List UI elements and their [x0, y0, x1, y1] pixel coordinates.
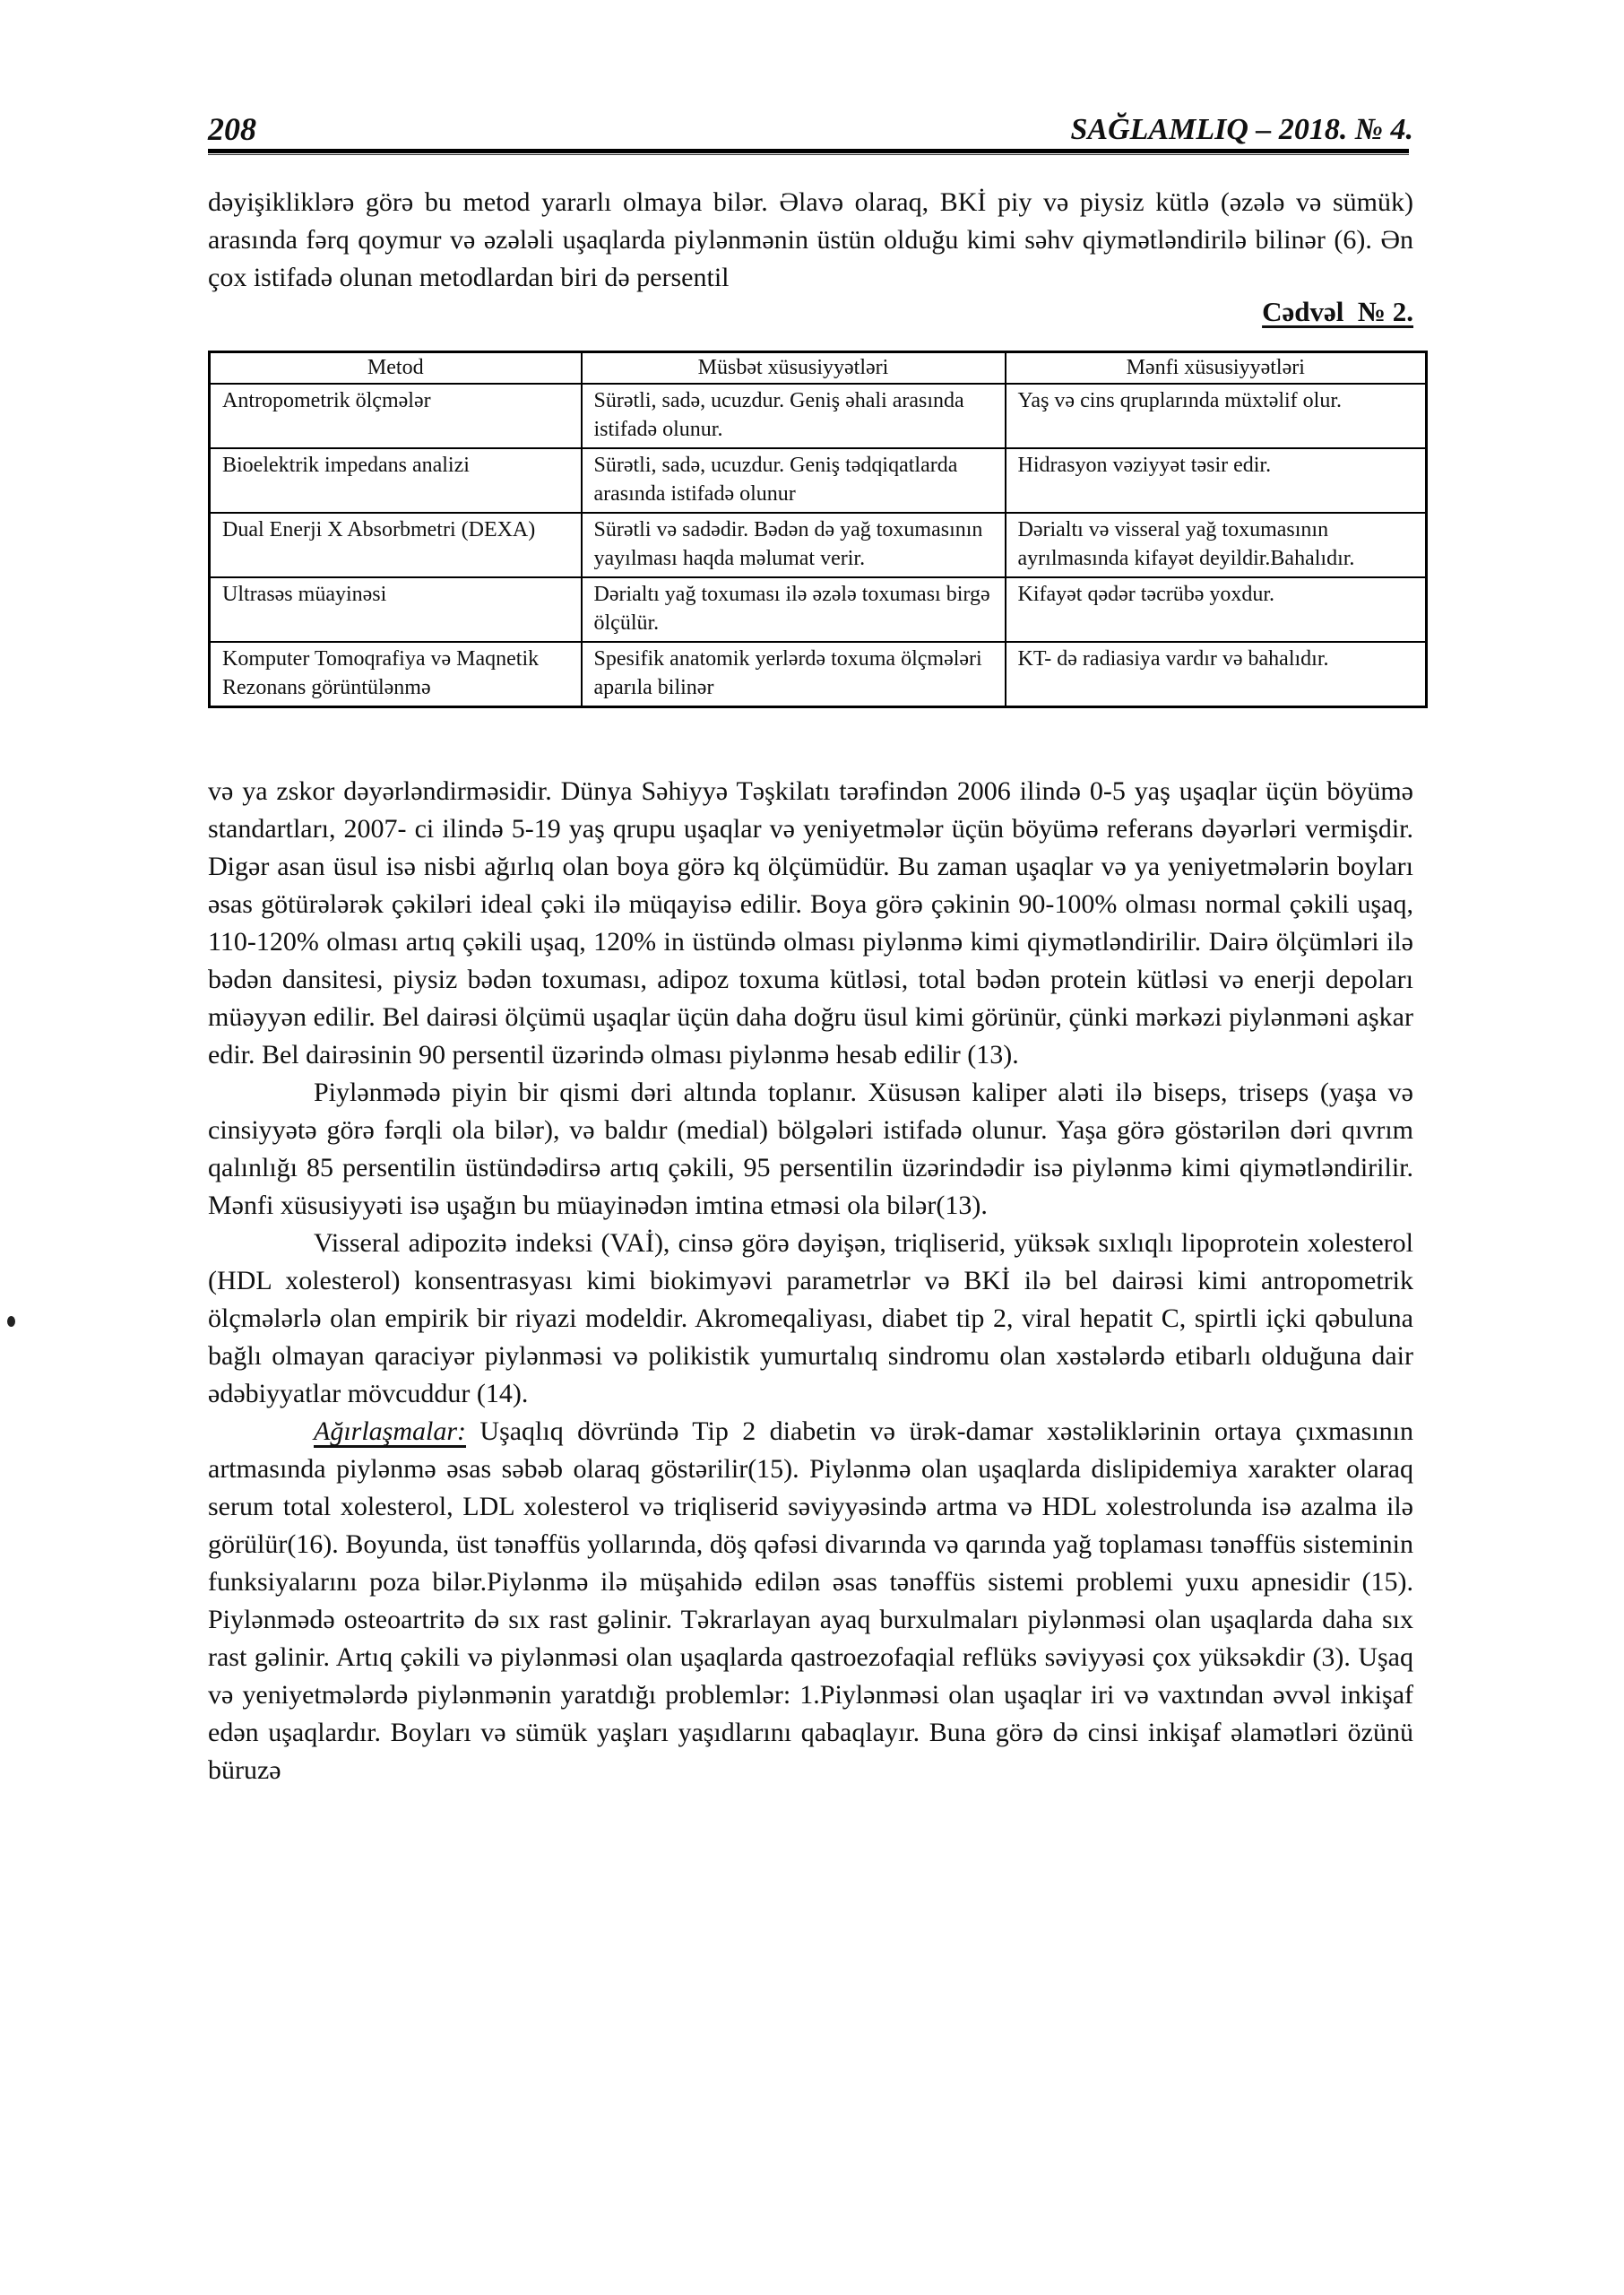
body-paragraph: Visseral adipozitə indeksi (VAİ), cinsə görə dəyişən, triqliserid, yüksək sıxlıqlı lipoprotein xolesterol (HDL xolesterol) konsentrasyası kimi biokimyəvi parametrlər və BKİ ilə bel dairəsi kimi antropometrik ölçmələrlə olan empirik bir riyazi modeldir. Akromeqaliyası, diabet tip 2, viral hepatit C, spirtli içki qəbuluna bağlı olmayan qaraciyər piylənməsi və polikistik yumurtalıq sindromu olan xəstələrdə etibarlı olduğuna dair ədəbiyyatlar mövcuddur (14). [208, 1228, 1413, 1408]
table-cell: Ultrasəs müayinəsi [210, 577, 582, 642]
body-paragraph: və ya zskor dəyərləndirməsidir. Dünya Səhiyyə Təşkilatı tərəfindən 2006 ilində 0-5 yaş uşaqlar üçün böyümə standartları, 2007- ci ilində 5-19 yaş qrupu uşaqlar və yeniyetmələr üçün böyümə referans dəyərləri vermişdir. Digər asan üsul isə nisbi ağırlıq olan boya görə kq ölçümüdür. Bu zaman uşaqlar və ya yeniyetmələrin boyları əsas götürələrək çəkiləri ideal çəki ilə müqayisə edilir. Boya görə çəkinin 90-100% olması normal çəkili uşaq, 110-120% olması artıq çəkili uşaq, 120% in üstündə olması piylənmə kimi qiymətləndirilir. Dairə ölçümləri ilə bədən dansitesi, piysiz bədən toxuması, adipoz toxuma kütləsi, total bədən protein kütləsi və enerji depoları müəyyən edilir. Bel dairəsi ölçümü uşaqlar üçün daha doğru üsul kimi görünür, çünki mərkəzi piylənməni aşkar edir. Bel dairəsinin 90 persentil üzərində olması piylənmə hesab edilir (13). [208, 776, 1413, 1070]
body-paragraph-complications [208, 1413, 1413, 1789]
running-head [208, 113, 1413, 148]
table-row [210, 448, 1427, 513]
table-cell: Kifayət qədər təcrübə yoxdur. [1006, 577, 1427, 642]
table-row [210, 577, 1427, 642]
header-rule [208, 149, 1409, 155]
table-header-row [210, 352, 1427, 385]
methods-table [208, 351, 1428, 708]
body-paragraph: Piylənmədə piyin bir qismi dəri altında toplanır. Xüsusən kaliper aləti ilə biseps, triseps (yaşa və cinsiyyətə görə fərqli ola bilər), və baldır (medial) bölgələri istifadə olunur. Yaşa görə göstərilən dəri qıvrım qalınlığı 85 persentilin üstündədirsə artıq çəkili, 95 persentilin üzərindədir isə piylənmə kimi qiymətləndirilir. Mənfi xüsusiyyəti isə uşağın bu müayinədən imtina etməsi ola bilər(13). [208, 1078, 1413, 1220]
table-cell: Dərialtı yağ toxuması ilə əzələ toxuması birgə ölçülür. [582, 577, 1006, 642]
intro-paragraph: dəyişikliklərə görə bu metod yararlı olmaya bilər. Əlavə olaraq, BKİ piy və piysiz kütlə (əzələ və sümük) arasında fərq qoymur və əzələli uşaqlarda piylənmənin üstün olduğu kimi səhv qiymətləndirilə bilinər (6). Ən çox istifadə olunan metodlardan biri də persentil [208, 187, 1413, 292]
table-cell: Bioelektrik impedans analizi [210, 448, 582, 513]
table-cell: Sürətli, sadə, ucuzdur. Geniş əhali arasında istifadə olunur. [582, 384, 1006, 448]
table-cell: Sürətli, sadə, ucuzdur. Geniş tədqiqatlarda arasında istifadə olunur [582, 448, 1006, 513]
table-row [210, 384, 1427, 448]
complications-text: Uşaqlıq dövründə Tip 2 diabetin və ürək-damar xəstəliklərinin ortaya çıxmasının artmasında piylənmə əsas səbəb olaraq göstərilir(15). Piylənmə olan uşaqlarda dislipidemiya xarakter olaraq serum total xolesterol, LDL xolesterol və triqliserid səviyyəsində artma və HDL xolestrolunda isə azalma ilə görülür(16). Boyunda, üst tənəffüs yollarında, döş qəfəsi divarında və qarında yağ toplaması tənəffüs sisteminin funksiyalarını poza bilər.Piylənmə ilə müşahidə edilən əsas tənəffüs sistemi problemi yuxu apnesidir (15). Piylənmədə osteoartritə də sıx rast gəlinir. Təkrarlayan ayaq burxulmaları piylənməsi olan uşaqlarda daha sıx rast gəlinir. Artıq çəkili və piylənməsi olan uşaqlarda qastroezofaqial reflüks səviyyəsi çox yüksəkdir (3). Uşaq və yeniyetmələrdə piylənmənin yaratdığı problemlər: 1.Piylənməsi olan uşaqlar iri və vaxtından əvvəl inkişaf edən uşaqlardır. Boyları və sümük yaşları yaşıdlarını qabaqlayır. Buna görə də cinsi inkişaf əlamətləri özünü büruzə [208, 1416, 1413, 1785]
table-cell: Antropometrik ölçmələr [210, 384, 582, 448]
table-cell: Yaş və cins qruplarında müxtəlif olur. [1006, 384, 1427, 448]
table-cell: Dərialtı və visseral yağ toxumasının ayrılmasında kifayət deyildir.Bahalıdır. [1006, 513, 1427, 577]
table-caption [208, 296, 1413, 328]
page-number: 208 [208, 111, 256, 147]
table-cell: Spesifik anatomik yerlərdə toxuma ölçmələri aparıla bilinər [582, 642, 1006, 707]
table-cell: Dual Enerji X Absorbmetri (DEXA) [210, 513, 582, 577]
table-row [210, 513, 1427, 577]
column-header-negative: Mənfi xüsusiyyətləri [1006, 352, 1427, 385]
table-cell: KT- də radiasiya vardır və bahalıdır. [1006, 642, 1427, 707]
scan-speck-artifact [7, 1316, 15, 1327]
table-row [210, 642, 1427, 707]
table-cell: Hidrasyon vəziyyət təsir edir. [1006, 448, 1427, 513]
column-header-positive: Müsbət xüsusiyyətləri [582, 352, 1006, 385]
table-cell: Komputer Tomoqrafiya və Maqnetik Rezonans görüntülənmə [210, 642, 582, 707]
table-caption-text: Cədvəl № 2. [1262, 296, 1413, 327]
column-header-metod: Metod [210, 352, 582, 385]
journal-title: SAĞLAMLIQ – 2018. № 4. [1070, 113, 1413, 146]
complications-label: Ağırlaşmalar: [314, 1416, 467, 1446]
table-cell: Sürətli və sadədir. Bədən də yağ toxumasının yayılması haqda məlumat verir. [582, 513, 1006, 577]
body-text [208, 773, 1413, 1789]
table-container [208, 351, 1413, 708]
